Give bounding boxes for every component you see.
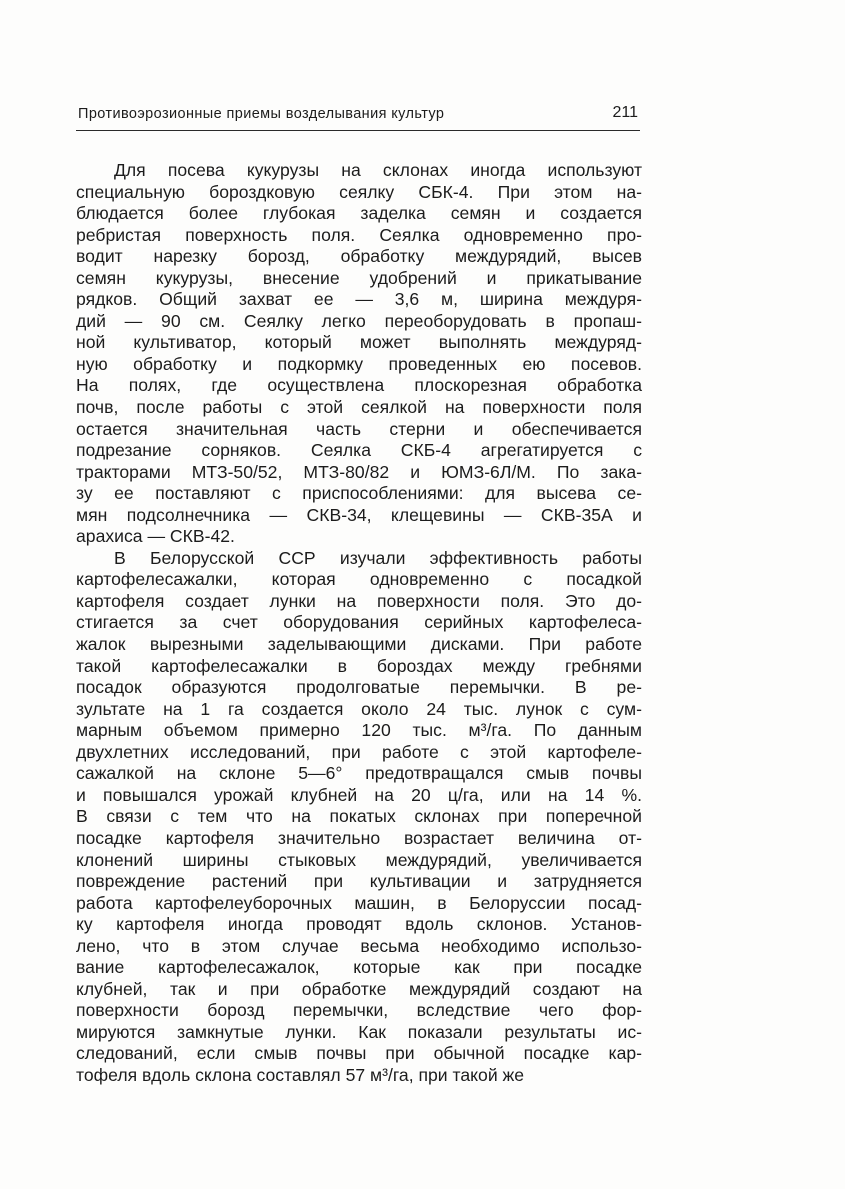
text-line: стигается за счет оборудования серийных картофелеса- bbox=[76, 612, 642, 633]
text-line: зультате на 1 га создается около 24 тыс. лунок с сум- bbox=[76, 698, 642, 719]
text-line: поверхности борозд перемычки, вследствие чего фор- bbox=[76, 1000, 642, 1021]
text-line: ребристая поверхность поля. Сеялка одновременно про- bbox=[76, 224, 642, 245]
text-line: специальную бороздковую сеялку СБК-4. При этом на- bbox=[76, 181, 642, 202]
paragraph bbox=[76, 548, 642, 1087]
paragraph bbox=[76, 160, 642, 548]
text-line: картофелесажалки, которая одновременно с посадкой bbox=[76, 569, 642, 590]
text-line: лено, что в этом случае весьма необходимо использо- bbox=[76, 935, 642, 956]
text-line: мируются замкнутые лунки. Как показали результаты ис- bbox=[76, 1021, 642, 1042]
text-line: В Белорусской ССР изучали эффективность работы bbox=[114, 547, 642, 568]
text-line: посадке картофеля значительно возрастает величина от- bbox=[76, 827, 642, 848]
text-line: работа картофелеуборочных машин, в Белоруссии посад- bbox=[76, 892, 642, 913]
text-line: жалок вырезными заделывающими дисками. При работе bbox=[76, 634, 642, 655]
text-line: двухлетних исследований, при работе с этой картофеле- bbox=[76, 741, 642, 762]
page-number: 211 bbox=[612, 104, 638, 121]
text-line: следований, если смыв почвы при обычной посадке кар- bbox=[76, 1043, 642, 1064]
text-line: сажалкой на склоне 5—6° предотвращался смыв почвы bbox=[76, 763, 642, 784]
text-line: арахиса — СКВ-42. bbox=[76, 526, 235, 547]
text-line: зу ее поставляют с приспособлениями: для высева се- bbox=[76, 483, 642, 504]
text-line: ку картофеля иногда проводят вдоль склонов. Установ- bbox=[76, 914, 642, 935]
text-line: вание картофелесажалок, которые как при посадке bbox=[76, 957, 642, 978]
text-line: марным объемом примерно 120 тыс. м³/га. По данным bbox=[76, 720, 642, 741]
text-line: дий — 90 см. Сеялку легко переоборудовать в пропаш- bbox=[76, 310, 642, 331]
running-header bbox=[76, 104, 640, 131]
text-line: повреждение растений при культивации и затрудняется bbox=[76, 871, 642, 892]
text-line: и повышался урожай клубней на 20 ц/га, или на 14 %. bbox=[76, 784, 642, 805]
text-line: мян подсолнечника — СКВ-34, клещевины — СКВ-35А и bbox=[76, 504, 642, 525]
body-text bbox=[76, 160, 642, 1087]
text-line: клонений ширины стыковых междурядий, увеличивается bbox=[76, 849, 642, 870]
text-line: клубней, так и при обработке междурядий создают на bbox=[76, 978, 642, 999]
text-line: почв, после работы с этой сеялкой на поверхности поля bbox=[76, 397, 642, 418]
text-line: семян кукурузы, внесение удобрений и прикатывание bbox=[76, 267, 642, 288]
text-line: тофеля вдоль склона составлял 57 м³/га, при такой же bbox=[76, 1064, 525, 1085]
text-line: остается значительная часть стерни и обеспечивается bbox=[76, 418, 642, 439]
text-line: тракторами МТЗ-50/52, МТЗ-80/82 и ЮМЗ-6Л/М. По зака- bbox=[76, 461, 642, 482]
text-line: ной культиватор, который может выполнять междуряд- bbox=[76, 332, 642, 353]
text-line: подрезание сорняков. Сеялка СКБ-4 агрегатируется с bbox=[76, 440, 642, 461]
text-line: Для посева кукурузы на склонах иногда используют bbox=[114, 160, 642, 180]
text-line: картофеля создает лунки на поверхности поля. Это до- bbox=[76, 590, 642, 611]
text-line: рядков. Общий захват ее — 3,6 м, ширина междуря- bbox=[76, 289, 642, 310]
text-line: такой картофелесажалки в бороздах между гребнями bbox=[76, 655, 642, 676]
text-line: посадок образуются продолговатые перемычки. В ре- bbox=[76, 677, 642, 698]
text-line: ную обработку и подкормку проведенных ею посевов. bbox=[76, 353, 642, 374]
text-line: На полях, где осуществлена плоскорезная обработка bbox=[76, 375, 642, 396]
running-title: Противоэрозионные приемы возделывания культур bbox=[78, 106, 445, 122]
text-line: блюдается более глубокая заделка семян и создается bbox=[76, 203, 642, 224]
text-line: водит нарезку борозд, обработку междурядий, высев bbox=[76, 246, 642, 267]
text-line: В связи с тем что на покатых склонах при поперечной bbox=[76, 806, 642, 827]
